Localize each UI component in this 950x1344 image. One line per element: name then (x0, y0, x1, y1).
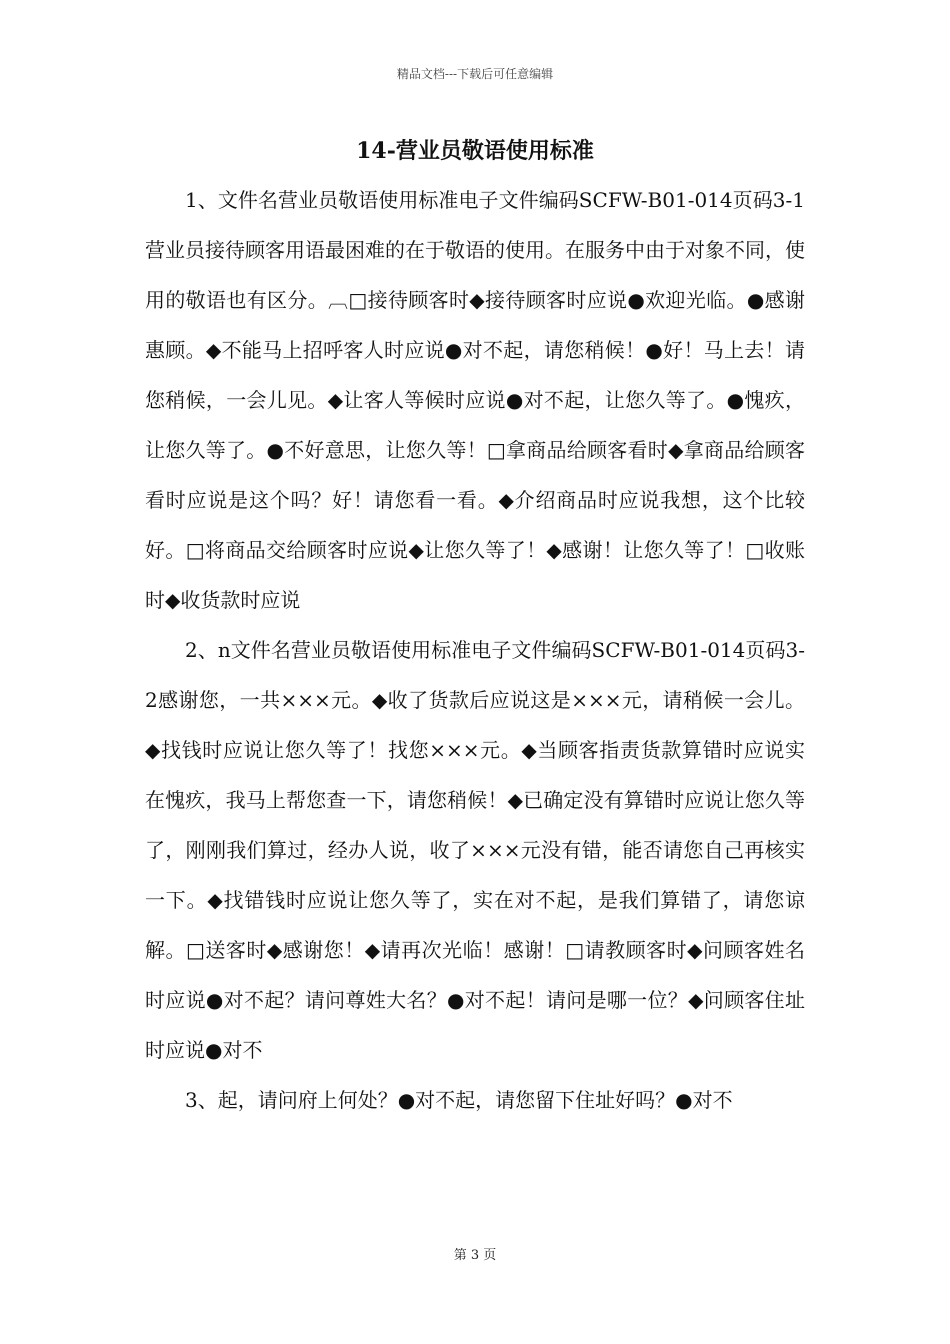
paragraph-2: 2、n文件名营业员敬语使用标准电子文件编码SCFW-B01-014页码3-2感谢您，一共×××元。◆收了货款后应说这是×××元，请稍候一会儿。◆找钱时应说让您久等了！找您×××元。◆当顾客指责货款算错时应说实在愧疚，我马上帮您查一下，请您稍候！◆已确定没有算错时应说让您久等了，刚刚我们算过，经办人说，收了×××元没有错，能否请您自己再核实一下。◆找错钱时应说让您久等了，实在对不起，是我们算错了，请您谅解。□送客时◆感谢您！◆请再次光临！感谢！□请教顾客时◆问顾客姓名时应说●对不起？请问尊姓大名？●对不起！请问是哪一位？◆问顾客住址时应说●对不 (145, 638, 805, 1062)
document-title: 14-营业员敬语使用标准 (356, 138, 594, 164)
document-body (145, 175, 805, 1125)
paragraph-3: 3、起，请问府上何处？●对不起，请您留下住址好吗？●对不 (185, 1088, 733, 1112)
page-number: 第 3 页 (453, 1248, 497, 1263)
page-header: 精品文档---下载后可任意编辑 (396, 67, 554, 81)
paragraph-1: 1、文件名营业员敬语使用标准电子文件编码SCFW-B01-014页码3-1营业员接待顾客用语最困难的在于敬语的使用。在服务中由于对象不同，使用的敬语也有区分。︹□接待顾客时◆接待顾客时应说●欢迎光临。●感谢惠顾。◆不能马上招呼客人时应说●对不起，请您稍候！●好！马上去！请您稍候，一会儿见。◆让客人等候时应说●对不起，让您久等了。●愧疚，让您久等了。●不好意思，让您久等！□拿商品给顾客看时◆拿商品给顾客看时应说是这个吗？好！请您看一看。◆介绍商品时应说我想，这个比较好。□将商品交给顾客时应说◆让您久等了！◆感谢！让您久等了！□收账时◆收货款时应说 (145, 188, 805, 612)
